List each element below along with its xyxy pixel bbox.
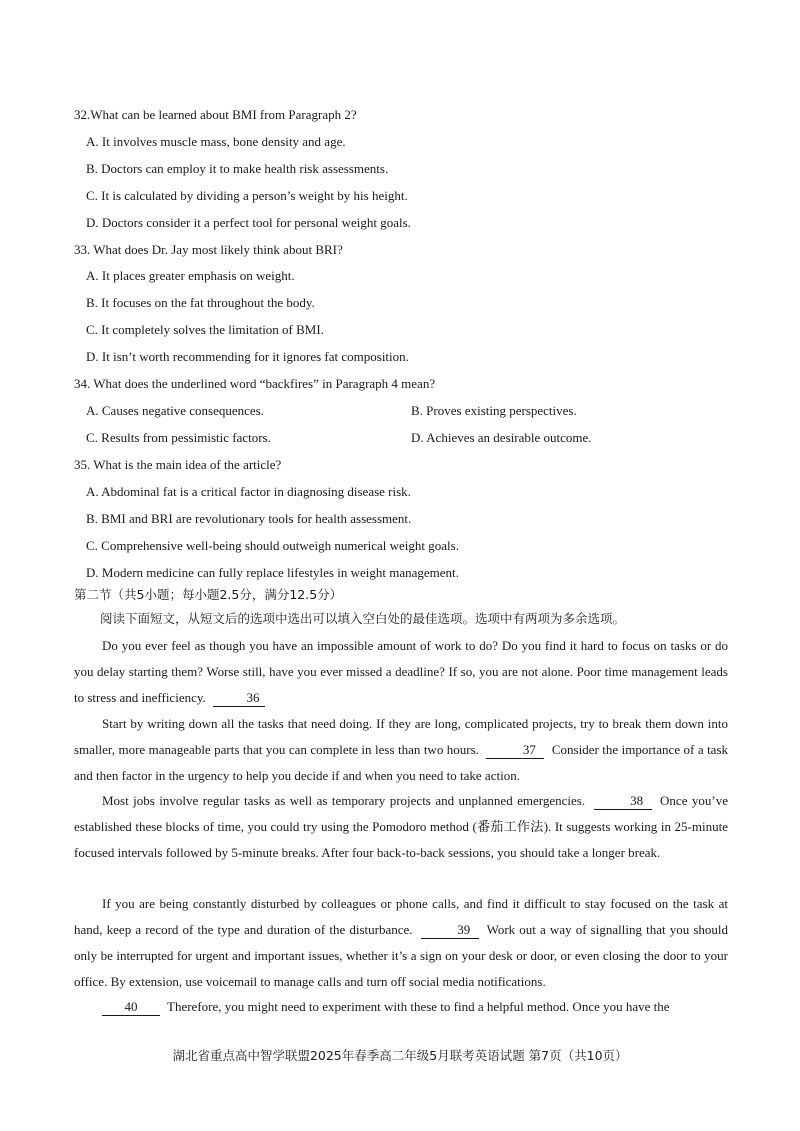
question-34-option-a: A. Causes negative consequences. [86, 403, 264, 418]
paragraph-4-text-a: If you are being constantly disturbed by colleagues or phone calls, and find it difficult to stay focused on the task at hand, keep a record of the type and duration of the disturbance. [74, 896, 728, 937]
question-34-option-c: C. Results from pessimistic factors. [86, 430, 271, 445]
question-32-option-a: A. It involves muscle mass, bone density and age. [86, 134, 346, 149]
blank-37: 37 [486, 742, 544, 759]
question-35-option-a: A. Abdominal fat is a critical factor in diagnosing disease risk. [86, 484, 411, 499]
passage-paragraph-2 [74, 711, 728, 789]
paragraph-2-text-a: Start by writing down all the tasks that need doing. If they are long, complicated projects, try to break them down into smaller, more manageable parts that you can complete in less than two hours. [74, 716, 728, 757]
question-33-option-a: A. It places greater emphasis on weight. [86, 268, 295, 283]
question-34-option-d: D. Achieves an desirable outcome. [411, 430, 592, 445]
passage-paragraph-1 [74, 633, 728, 711]
paragraph-4-text-b: Work out a way of signalling that you should only be interrupted for urgent and important issues, whether it’s a sign on your desk or door, or even closing the door to your office. By extension, use voicemail to manage calls and turn off social media notifications. [74, 922, 729, 989]
passage-paragraph-3 [74, 788, 728, 866]
paragraph-3-text-a: Most jobs involve regular tasks as well as temporary projects and unplanned emergencies. [102, 793, 586, 808]
question-32-option-b: B. Doctors can employ it to make health risk assessments. [86, 161, 389, 176]
page-footer: 湖北省重点高中智学联盟2025年春季高二年级5月联考英语试题 第7页（共10页） [172, 1048, 628, 1063]
paragraph-1-text: Do you ever feel as though you have an impossible amount of work to do? Do you find it hard to focus on tasks or do you delay starting them? Worse still, have you ever missed a deadline? If so, you are not alone. Poor time management leads to stress and inefficiency. [74, 638, 728, 705]
question-32-option-c: C. It is calculated by dividing a person’s weight by his height. [86, 188, 408, 203]
passage-paragraph-4 [74, 891, 728, 995]
paragraph-5-text: Therefore, you might need to experiment with these to find a helpful method. Once you have the [167, 999, 670, 1014]
question-33-option-b: B. It focuses on the fat throughout the body. [86, 295, 315, 310]
question-33-stem: 33. What does Dr. Jay most likely think about BRI? [74, 242, 343, 257]
question-32-option-d: D. Doctors consider it a perfect tool for personal weight goals. [86, 215, 411, 230]
paragraph-3-text-b: Once you’ve established these blocks of time, you could try using the Pomodoro method (番茄工作法). It suggests working in 25-minute focused intervals followed by 5-minute breaks. After four back-to-back sessions, you should take a longer break. [74, 793, 729, 860]
passage-paragraph-5 [74, 994, 728, 1020]
blank-39: 39 [421, 922, 479, 939]
question-35-stem: 35. What is the main idea of the article? [74, 457, 282, 472]
question-35-option-d: D. Modern medicine can fully replace lifestyles in weight management. [86, 565, 459, 580]
question-35-option-b: B. BMI and BRI are revolutionary tools for health assessment. [86, 511, 412, 526]
blank-38: 38 [594, 793, 652, 810]
blank-36: 36 [213, 690, 265, 707]
section-instruction: 阅读下面短文，从短文后的选项中选出可以填入空白处的最佳选项。选项中有两项为多余选项。 [100, 611, 626, 626]
question-32-stem: 32.What can be learned about BMI from Paragraph 2? [74, 107, 357, 122]
question-34-stem: 34. What does the underlined word “backfires” in Paragraph 4 mean? [74, 376, 436, 391]
question-34-option-b: B. Proves existing perspectives. [411, 403, 577, 418]
paragraph-2-text-b: Consider the importance of a task and then factor in the urgency to help you decide if and when you need to take action. [74, 742, 729, 783]
question-33-option-c: C. It completely solves the limitation of BMI. [86, 322, 324, 337]
question-33-option-d: D. It isn’t worth recommending for it ignores fat composition. [86, 349, 409, 364]
blank-40: 40 [102, 999, 160, 1016]
section-heading: 第二节（共5小题；每小题2.5分，满分12.5分） [74, 587, 343, 602]
question-35-option-c: C. Comprehensive well-being should outweigh numerical weight goals. [86, 538, 459, 553]
